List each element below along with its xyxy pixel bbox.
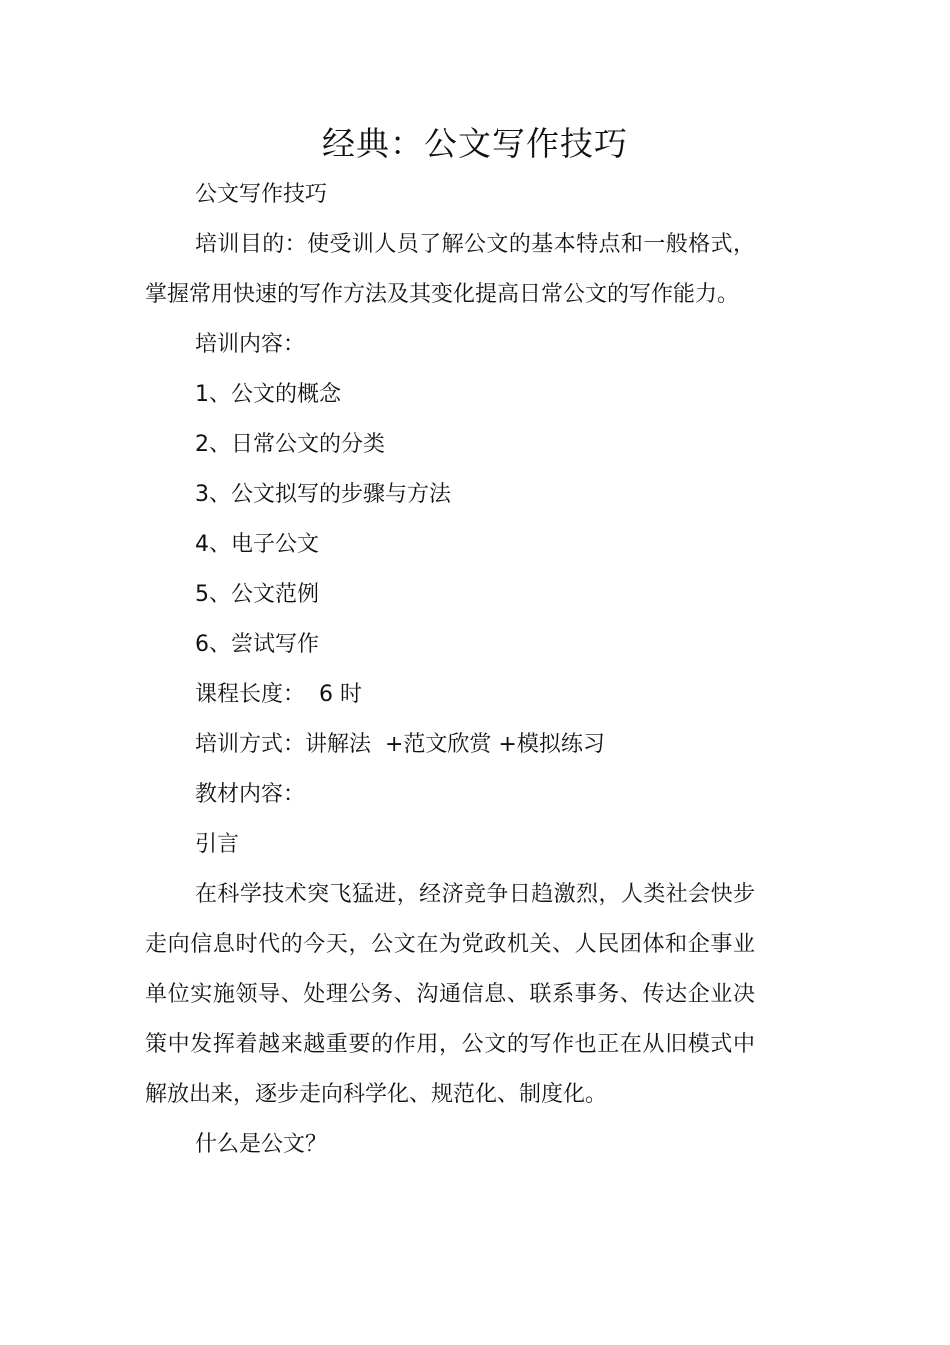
list-item: 2、日常公文的分类	[195, 432, 385, 457]
what-is-document-heading: 什么是公文？	[195, 1132, 328, 1157]
document-title: 经典：公文写作技巧	[322, 124, 628, 163]
list-item: 1、公文的概念	[195, 382, 341, 407]
document-body	[145, 170, 755, 1170]
training-content-heading: 培训内容：	[195, 332, 306, 357]
materials-heading: 教材内容：	[195, 782, 306, 807]
introduction-paragraph: 在科学技术突飞猛进，经济竞争日趋激烈，人类社会快步走向信息时代的今天，公文在为党政机关、人民团体和企事业单位实施领导、处理公务、沟通信息、联系事务、传达企业决策中发挥着越来越重要的作用，公文的写作也正在从旧模式中解放出来，逐步走向科学化、规范化、制度化。	[145, 882, 755, 1107]
subtitle-paragraph: 公文写作技巧	[195, 182, 328, 207]
course-length-paragraph: 课程长度： 6 时	[195, 682, 362, 707]
list-item: 3、公文拟写的步骤与方法	[195, 482, 451, 507]
list-item: 5、公文范例	[195, 582, 319, 607]
training-method-paragraph: 培训方式：讲解法 +范文欣赏 +模拟练习	[195, 732, 605, 757]
training-purpose-paragraph: 培训目的：使受训人员了解公文的基本特点和一般格式，掌握常用快速的写作方法及其变化提高日常公文的写作能力。	[145, 232, 755, 307]
list-item: 4、电子公文	[195, 532, 319, 557]
introduction-heading: 引言	[195, 832, 240, 857]
list-item: 6、尝试写作	[195, 632, 319, 657]
